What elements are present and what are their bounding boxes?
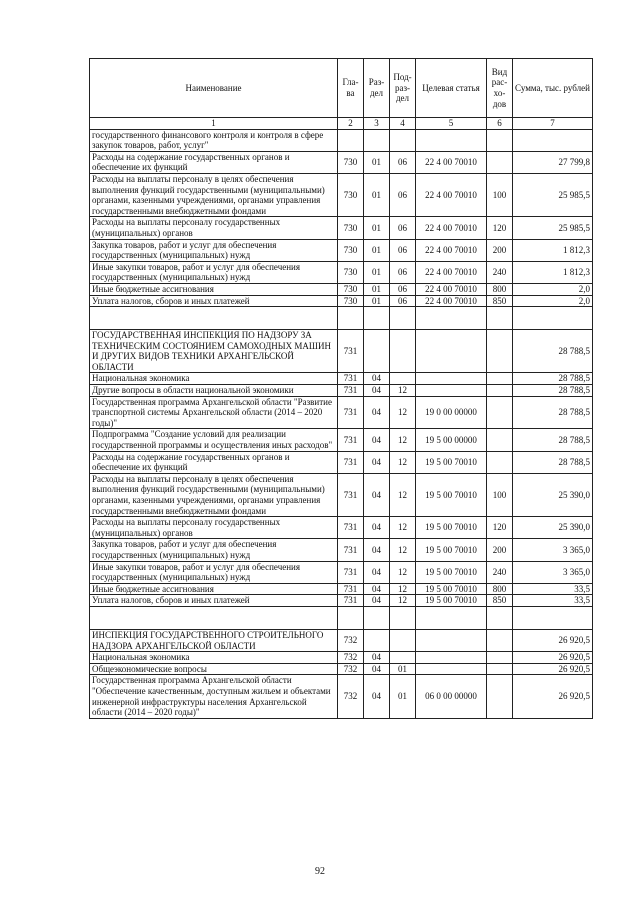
row-section: 04 [364, 385, 390, 397]
row-expense-type: 850 [487, 595, 513, 607]
row-section: 01 [364, 239, 390, 261]
table-row [90, 239, 593, 261]
spacer-cell [364, 307, 390, 330]
column-number: 6 [487, 118, 513, 130]
spacer-cell [364, 606, 390, 629]
row-section: 04 [364, 517, 390, 539]
row-amount: 26 920,5 [513, 663, 593, 675]
row-subsection: 01 [390, 675, 416, 718]
row-chapter: 730 [338, 239, 364, 261]
row-name: Закупка товаров, работ и услуг для обеспечения государственных (муниципальных) нужд [90, 239, 338, 261]
row-target: 22 4 00 70010 [416, 295, 487, 307]
row-expense-type: 240 [487, 561, 513, 583]
row-target: 19 5 00 70010 [416, 517, 487, 539]
row-amount: 33,5 [513, 595, 593, 607]
row-name: Закупка товаров, работ и услуг для обеспечения государственных (муниципальных) нужд [90, 539, 338, 561]
table-row [90, 663, 593, 675]
row-section: 04 [364, 595, 390, 607]
table-row [90, 629, 593, 651]
row-amount: 25 985,5 [513, 173, 593, 216]
row-target: 22 4 00 70010 [416, 151, 487, 173]
row-section: 01 [364, 283, 390, 295]
row-target: 19 5 00 70010 [416, 561, 487, 583]
row-expense-type: 100 [487, 173, 513, 216]
column-number: 3 [364, 118, 390, 130]
row-name: Общеэкономические вопросы [90, 663, 338, 675]
row-amount: 25 985,5 [513, 217, 593, 239]
row-name: Расходы на содержание государственных органов и обеспечение их функций [90, 151, 338, 173]
table-row [90, 675, 593, 718]
row-section: 04 [364, 561, 390, 583]
spacer-cell [487, 307, 513, 330]
row-name: Подпрограмма "Создание условий для реализации государственной программы и осуществления иных расходов" [90, 429, 338, 451]
row-section: 01 [364, 295, 390, 307]
table-row [90, 473, 593, 516]
column-number: 4 [390, 118, 416, 130]
row-subsection: 06 [390, 239, 416, 261]
row-expense-type: 120 [487, 217, 513, 239]
spacer-cell [513, 606, 593, 629]
header-subsection: Под-раз-дел [390, 59, 416, 118]
row-amount: 2,0 [513, 283, 593, 295]
row-target: 19 5 00 70010 [416, 473, 487, 516]
row-amount: 28 788,5 [513, 385, 593, 397]
spacer-cell [338, 307, 364, 330]
row-name: Уплата налогов, сборов и иных платежей [90, 295, 338, 307]
row-target: 22 4 00 70010 [416, 261, 487, 283]
row-subsection [390, 330, 416, 373]
row-amount: 33,5 [513, 583, 593, 595]
row-target [416, 330, 487, 373]
row-subsection: 06 [390, 261, 416, 283]
row-target: 22 4 00 70010 [416, 239, 487, 261]
row-expense-type: 850 [487, 295, 513, 307]
row-name: Иные закупки товаров, работ и услуг для обеспечения государственных (муниципальных) нужд [90, 261, 338, 283]
row-chapter: 730 [338, 217, 364, 239]
row-section: 01 [364, 151, 390, 173]
table-row [90, 652, 593, 664]
row-target [416, 129, 487, 151]
spacer-cell [90, 606, 338, 629]
row-target: 19 5 00 70010 [416, 451, 487, 473]
row-name: Уплата налогов, сборов и иных платежей [90, 595, 338, 607]
row-name: государственного финансового контроля и контроля в сфере закупок товаров, работ, услуг" [90, 129, 338, 151]
row-amount: 2,0 [513, 295, 593, 307]
row-name: Государственная программа Архангельской области "Обеспечение качественным, доступным жильем и объектами инженерной инфраструктуры населения Архангельской области (2014 – 2020 годы)" [90, 675, 338, 718]
spacer-cell [390, 606, 416, 629]
row-expense-type [487, 330, 513, 373]
row-name: ГОСУДАРСТВЕННАЯ ИНСПЕКЦИЯ ПО НАДЗОРУ ЗА ТЕХНИЧЕСКИМ СОСТОЯНИЕМ САМОХОДНЫХ МАШИН И ДРУГИХ ВИДОВ ТЕХНИКИ АРХАНГЕЛЬСКОЙ ОБЛАСТИ [90, 330, 338, 373]
table-row [90, 396, 593, 429]
spacer-cell [487, 606, 513, 629]
row-chapter: 731 [338, 396, 364, 429]
row-subsection: 12 [390, 561, 416, 583]
row-name: Иные бюджетные ассигнования [90, 583, 338, 595]
row-chapter: 730 [338, 261, 364, 283]
spacer-cell [416, 606, 487, 629]
row-subsection [390, 652, 416, 664]
spacer-cell [90, 307, 338, 330]
column-number: 5 [416, 118, 487, 130]
row-expense-type [487, 652, 513, 664]
row-amount: 27 799,8 [513, 151, 593, 173]
row-chapter: 731 [338, 451, 364, 473]
row-name: Расходы на выплаты персоналу государственных (муниципальных) органов [90, 217, 338, 239]
row-target: 06 0 00 00000 [416, 675, 487, 718]
row-chapter: 732 [338, 675, 364, 718]
row-expense-type: 200 [487, 539, 513, 561]
row-section [364, 629, 390, 651]
spacer-cell [416, 307, 487, 330]
table-row [90, 385, 593, 397]
row-amount: 25 390,0 [513, 473, 593, 516]
table-row [90, 429, 593, 451]
row-subsection: 12 [390, 396, 416, 429]
row-expense-type: 200 [487, 239, 513, 261]
row-name: Иные закупки товаров, работ и услуг для обеспечения государственных (муниципальных) нужд [90, 561, 338, 583]
row-chapter: 731 [338, 473, 364, 516]
table-row [90, 283, 593, 295]
row-subsection: 06 [390, 283, 416, 295]
row-expense-type [487, 451, 513, 473]
budget-table [89, 58, 593, 719]
row-target [416, 663, 487, 675]
row-expense-type [487, 151, 513, 173]
row-amount: 26 920,5 [513, 629, 593, 651]
row-chapter: 731 [338, 385, 364, 397]
row-subsection: 12 [390, 429, 416, 451]
table-row [90, 173, 593, 216]
row-target: 19 5 00 70010 [416, 539, 487, 561]
row-section: 01 [364, 261, 390, 283]
row-expense-type: 120 [487, 517, 513, 539]
row-chapter: 731 [338, 561, 364, 583]
row-subsection: 06 [390, 295, 416, 307]
table-row [90, 561, 593, 583]
column-number: 2 [338, 118, 364, 130]
row-section: 04 [364, 429, 390, 451]
row-target: 19 5 00 70010 [416, 583, 487, 595]
row-subsection [390, 373, 416, 385]
row-expense-type [487, 629, 513, 651]
row-amount [513, 129, 593, 151]
row-subsection: 12 [390, 595, 416, 607]
row-name: Национальная экономика [90, 652, 338, 664]
row-subsection: 06 [390, 173, 416, 216]
row-name: Другие вопросы в области национальной экономики [90, 385, 338, 397]
row-subsection: 06 [390, 217, 416, 239]
row-target [416, 629, 487, 651]
header-chapter: Гла-ва [338, 59, 364, 118]
row-section [364, 129, 390, 151]
row-amount: 28 788,5 [513, 429, 593, 451]
spacer-cell [513, 307, 593, 330]
row-amount: 3 365,0 [513, 561, 593, 583]
header-section: Раз-дел [364, 59, 390, 118]
row-subsection: 06 [390, 151, 416, 173]
row-amount: 28 788,5 [513, 451, 593, 473]
table-row [90, 583, 593, 595]
row-amount: 26 920,5 [513, 675, 593, 718]
row-section: 04 [364, 675, 390, 718]
row-chapter [338, 129, 364, 151]
row-subsection: 12 [390, 451, 416, 473]
row-target [416, 385, 487, 397]
row-section: 04 [364, 451, 390, 473]
row-amount: 1 812,3 [513, 261, 593, 283]
table-row [90, 217, 593, 239]
row-subsection: 12 [390, 473, 416, 516]
row-expense-type [487, 129, 513, 151]
row-chapter: 731 [338, 539, 364, 561]
row-expense-type [487, 675, 513, 718]
row-section: 04 [364, 396, 390, 429]
row-chapter: 730 [338, 283, 364, 295]
row-chapter: 731 [338, 583, 364, 595]
column-number: 7 [513, 118, 593, 130]
row-amount: 1 812,3 [513, 239, 593, 261]
table-row [90, 261, 593, 283]
header-row [90, 59, 593, 118]
row-target: 19 5 00 00000 [416, 429, 487, 451]
row-chapter: 731 [338, 595, 364, 607]
row-section: 04 [364, 373, 390, 385]
row-name: ИНСПЕКЦИЯ ГОСУДАРСТВЕННОГО СТРОИТЕЛЬНОГО НАДЗОРА АРХАНГЕЛЬСКОЙ ОБЛАСТИ [90, 629, 338, 651]
row-expense-type [487, 396, 513, 429]
row-name: Национальная экономика [90, 373, 338, 385]
row-section: 04 [364, 539, 390, 561]
row-expense-type [487, 373, 513, 385]
row-name: Расходы на выплаты персоналу в целях обеспечения выполнения функций государственными (муниципальными) органами, казенными учреждениями, органами управления государственными внебюджетными фондами [90, 473, 338, 516]
row-expense-type [487, 663, 513, 675]
row-amount: 3 365,0 [513, 539, 593, 561]
table-row [90, 330, 593, 373]
row-chapter: 732 [338, 629, 364, 651]
table-row [90, 373, 593, 385]
row-target: 22 4 00 70010 [416, 173, 487, 216]
row-name: Расходы на выплаты персоналу государственных (муниципальных) органов [90, 517, 338, 539]
row-amount: 25 390,0 [513, 517, 593, 539]
row-chapter: 731 [338, 517, 364, 539]
spacer-row [90, 606, 593, 629]
table-row [90, 539, 593, 561]
spacer-cell [338, 606, 364, 629]
row-section: 01 [364, 173, 390, 216]
row-subsection [390, 129, 416, 151]
row-chapter: 730 [338, 173, 364, 216]
row-subsection: 12 [390, 583, 416, 595]
column-number: 1 [90, 118, 338, 130]
table-row [90, 595, 593, 607]
row-name: Расходы на содержание государственных органов и обеспечение их функций [90, 451, 338, 473]
row-target [416, 652, 487, 664]
spacer-cell [390, 307, 416, 330]
column-number-row [90, 118, 593, 130]
row-section [364, 330, 390, 373]
row-amount: 28 788,5 [513, 330, 593, 373]
row-expense-type: 100 [487, 473, 513, 516]
row-section: 04 [364, 663, 390, 675]
table-row [90, 517, 593, 539]
row-name: Расходы на выплаты персоналу в целях обеспечения выполнения функций государственными (муниципальными) органами, казенными учреждениями, органами управления государственными внебюджетными фондами [90, 173, 338, 216]
row-target: 22 4 00 70010 [416, 283, 487, 295]
row-target: 19 0 00 00000 [416, 396, 487, 429]
row-chapter: 730 [338, 295, 364, 307]
row-name: Иные бюджетные ассигнования [90, 283, 338, 295]
row-section: 04 [364, 583, 390, 595]
row-target: 22 4 00 70010 [416, 217, 487, 239]
header-amount: Сумма, тыс. рублей [513, 59, 593, 118]
row-chapter: 731 [338, 429, 364, 451]
table-row [90, 151, 593, 173]
row-target: 19 5 00 70010 [416, 595, 487, 607]
row-chapter: 730 [338, 151, 364, 173]
row-expense-type: 240 [487, 261, 513, 283]
row-subsection: 12 [390, 385, 416, 397]
row-chapter: 731 [338, 330, 364, 373]
row-section: 04 [364, 473, 390, 516]
row-section: 04 [364, 652, 390, 664]
row-subsection: 01 [390, 663, 416, 675]
header-target: Целевая статья [416, 59, 487, 118]
row-section: 01 [364, 217, 390, 239]
row-expense-type [487, 429, 513, 451]
row-amount: 26 920,5 [513, 652, 593, 664]
row-expense-type: 800 [487, 283, 513, 295]
table-row [90, 129, 593, 151]
header-name: Наименование [90, 59, 338, 118]
table-row [90, 451, 593, 473]
table-body [90, 129, 593, 718]
row-expense-type: 800 [487, 583, 513, 595]
row-name: Государственная программа Архангельской области "Развитие транспортной системы Архангельской области (2014 – 2020 годы)" [90, 396, 338, 429]
row-expense-type [487, 385, 513, 397]
header-expense-type: Вид рас-хо-дов [487, 59, 513, 118]
page-number: 92 [315, 866, 325, 877]
row-target [416, 373, 487, 385]
row-chapter: 731 [338, 373, 364, 385]
row-subsection: 12 [390, 539, 416, 561]
row-subsection [390, 629, 416, 651]
table-row [90, 295, 593, 307]
row-subsection: 12 [390, 517, 416, 539]
row-amount: 28 788,5 [513, 373, 593, 385]
row-amount: 28 788,5 [513, 396, 593, 429]
spacer-row [90, 307, 593, 330]
row-chapter: 732 [338, 652, 364, 664]
row-chapter: 732 [338, 663, 364, 675]
